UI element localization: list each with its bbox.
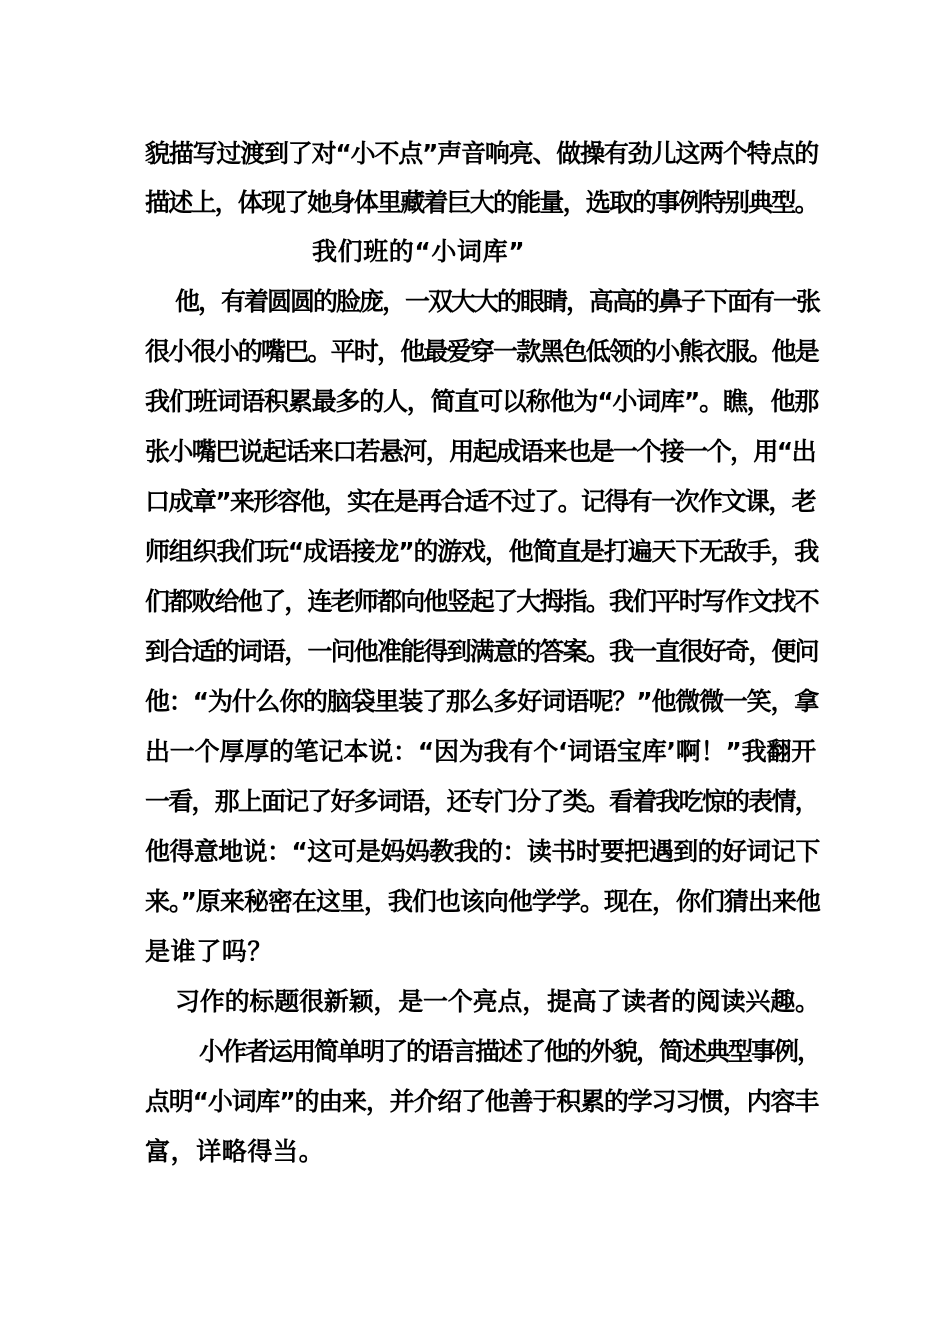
- essay-line-5: 口成章”来形容他，实在是再合适不过了。记得有一次作文课，老: [145, 487, 816, 516]
- essay-line-12: 他得意地说：“这可是妈妈教我的：读书时要把遇到的好词记下: [145, 837, 820, 866]
- essay-line-8: 到合适的词语，一问他准能得到满意的答案。我一直很好奇，便问: [145, 637, 818, 666]
- comment-line-1: 小作者运用简单明了的语言描述了他的外貌，简述典型事例，: [199, 1037, 821, 1066]
- comment-title: 习作的标题很新颖，是一个亮点，提高了读者的阅读兴趣。: [175, 987, 820, 1016]
- essay-line-9: 他：“为什么你的脑袋里装了那么多好词语呢？”他微微一笑，拿: [145, 687, 819, 716]
- essay-line-10: 出一个厚厚的笔记本说：“因为我有个‘词语宝库’啊！”我翻开: [145, 737, 817, 766]
- essay-line-13: 来。”原来秘密在这里，我们也该向他学学。现在，你们猜出来他: [145, 887, 820, 916]
- comment-line-2: 点明“小词库”的由来，并介绍了他善于积累的学习习惯，内容丰: [145, 1087, 819, 1116]
- essay-line-4: 张小嘴巴说起话来口若悬河，用起成语来也是一个接一个，用“出: [145, 437, 816, 466]
- essay-line-2: 很小很小的嘴巴。平时，他最爱穿一款黑色低领的小熊衣服。他是: [145, 337, 818, 366]
- essay-line-7: 们都败给他了，连老师都向他竖起了大拇指。我们平时写作文找不: [145, 587, 818, 616]
- intro-line-2: 描述上，体现了她身体里藏着巨大的能量，选取的事例特别典型。: [145, 188, 818, 217]
- comment-line-3: 富，详略得当。: [145, 1137, 325, 1166]
- essay-line-6: 师组织我们玩“成语接龙”的游戏，他简直是打遍天下无敌手，我: [145, 537, 819, 566]
- essay-line-11: 一看，那上面记了好多词语，还专门分了类。看着我吃惊的表情，: [145, 787, 818, 816]
- essay-line-3: 我们班词语积累最多的人，简直可以称他为“小词库”。瞧，他那: [145, 387, 819, 416]
- essay-line-14: 是谁了吗？: [145, 937, 274, 966]
- essay-title: 我们班的“小词库”: [312, 237, 526, 266]
- essay-line-1: 他，有着圆圆的脸庞，一双大大的眼睛，高高的鼻子下面有一张: [175, 287, 820, 316]
- intro-line-1: 貌描写过渡到了对“小不点”声音响亮、做操有劲儿这两个特点的: [145, 139, 819, 168]
